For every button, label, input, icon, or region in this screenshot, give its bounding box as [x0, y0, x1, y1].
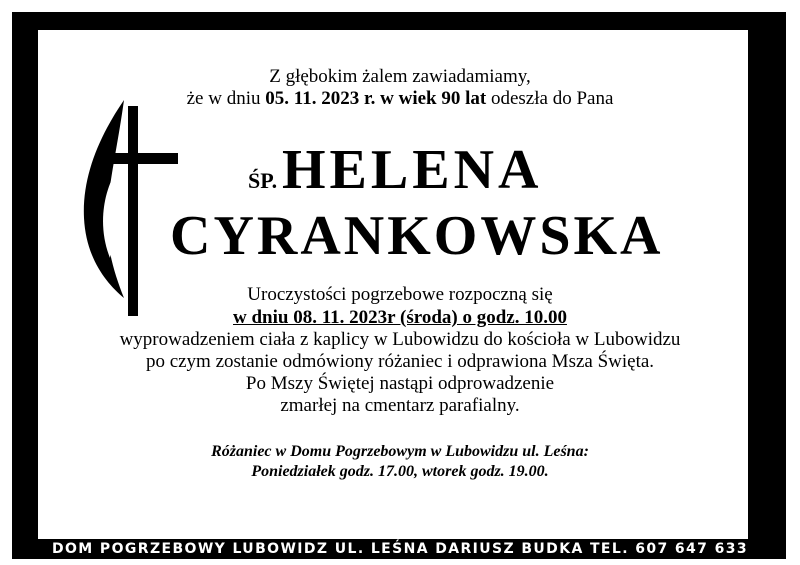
ceremony-text-1: Uroczystości pogrzebowe rozpoczną się — [247, 284, 553, 305]
ceremony-text-5: Po Mszy Świętej nastąpi odprowadzenie — [245, 373, 555, 394]
ceremony-line-4 — [0, 351, 800, 373]
last-name: CYRANKOWSKA — [170, 205, 664, 267]
name-prefix: ŚP. — [248, 168, 278, 193]
ceremony-text-3: wyprowadzeniem ciała z kaplicy w Lubowidzu do kościoła w Lubowidzu — [119, 329, 681, 350]
rosary-line-2: Poniedziałek godz. 17.00, wtorek godz. 19.00. — [251, 463, 549, 480]
ceremony-line-6 — [0, 395, 800, 417]
intro-line-1 — [0, 66, 800, 88]
ceremony-line-1 — [0, 284, 800, 306]
funeral-home-footer: DOM POGRZEBOWY LUBOWIDZ UL. LEŚNA DARIUSZ BUDKA TEL. 607 647 633 — [51, 541, 749, 557]
intro-text-2a: że w dniu — [186, 88, 266, 109]
ceremony-text-4: po czym zostanie odmówiony różaniec i odprawiona Msza Święta. — [145, 351, 655, 372]
ceremony-text-6: zmarłej na cmentarz parafialny. — [280, 395, 520, 416]
ceremony-line-5 — [0, 373, 800, 395]
ceremony-line-3 — [0, 329, 800, 351]
ceremony-date-line — [0, 307, 800, 329]
intro-line-2 — [0, 88, 800, 110]
intro-text-2c: odeszła do Pana — [486, 88, 614, 109]
first-name: HELENA — [282, 139, 543, 201]
death-date-age: 05. 11. 2023 r. w wiek 90 lat — [265, 88, 487, 109]
rosary-line-1: Różaniec w Domu Pogrzebowym w Lubowidzu ul. Leśna: — [211, 443, 589, 460]
funeral-date: w dniu 08. 11. 2023r (środa) o godz. 10.00 — [233, 307, 567, 328]
intro-text-1: Z głębokim żalem zawiadamiamy, — [269, 66, 531, 87]
